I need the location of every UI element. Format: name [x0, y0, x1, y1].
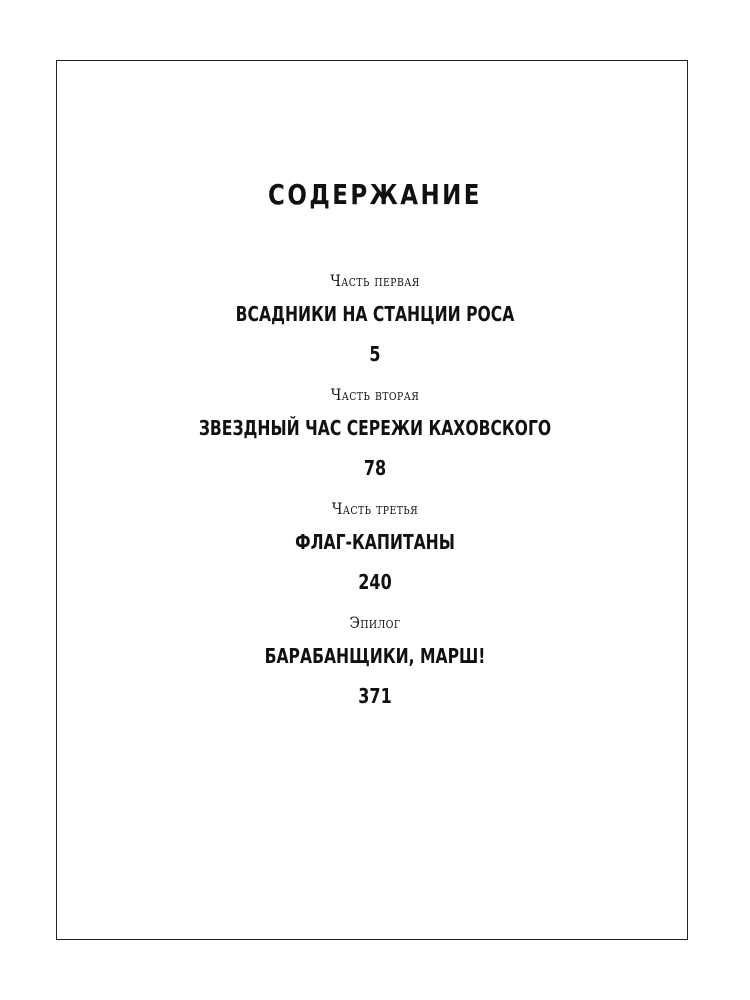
entry-part-label: Эпилог	[349, 613, 401, 632]
entry-part-label: Часть первая	[330, 271, 420, 290]
entry-part-label: Часть вторая	[330, 385, 420, 404]
entry-title: ЗВЕЗДНЫЙ ЧАС СЕРЕЖИ КАХОВСКОГО	[198, 416, 552, 440]
entry-part-label: Часть третья	[331, 499, 419, 518]
entry-title: БАРАБАНЩИКИ, МАРШ!	[264, 644, 486, 668]
toc-heading: СОДЕРЖАНИЕ	[268, 178, 482, 211]
entry-page-number: 5	[369, 342, 381, 366]
entry-page-number: 78	[363, 456, 387, 480]
toc-entry-part-1	[0, 268, 750, 374]
toc-entry-part-3	[0, 496, 750, 602]
toc-entry-epilogue	[0, 610, 750, 716]
entry-title: ФЛАГ-КАПИТАНЫ	[295, 530, 455, 554]
toc-entry-part-2	[0, 382, 750, 488]
entry-page-number: 240	[358, 570, 392, 594]
entry-title: ВСАДНИКИ НА СТАНЦИИ РОСА	[235, 302, 515, 326]
entry-page-number: 371	[358, 684, 392, 708]
